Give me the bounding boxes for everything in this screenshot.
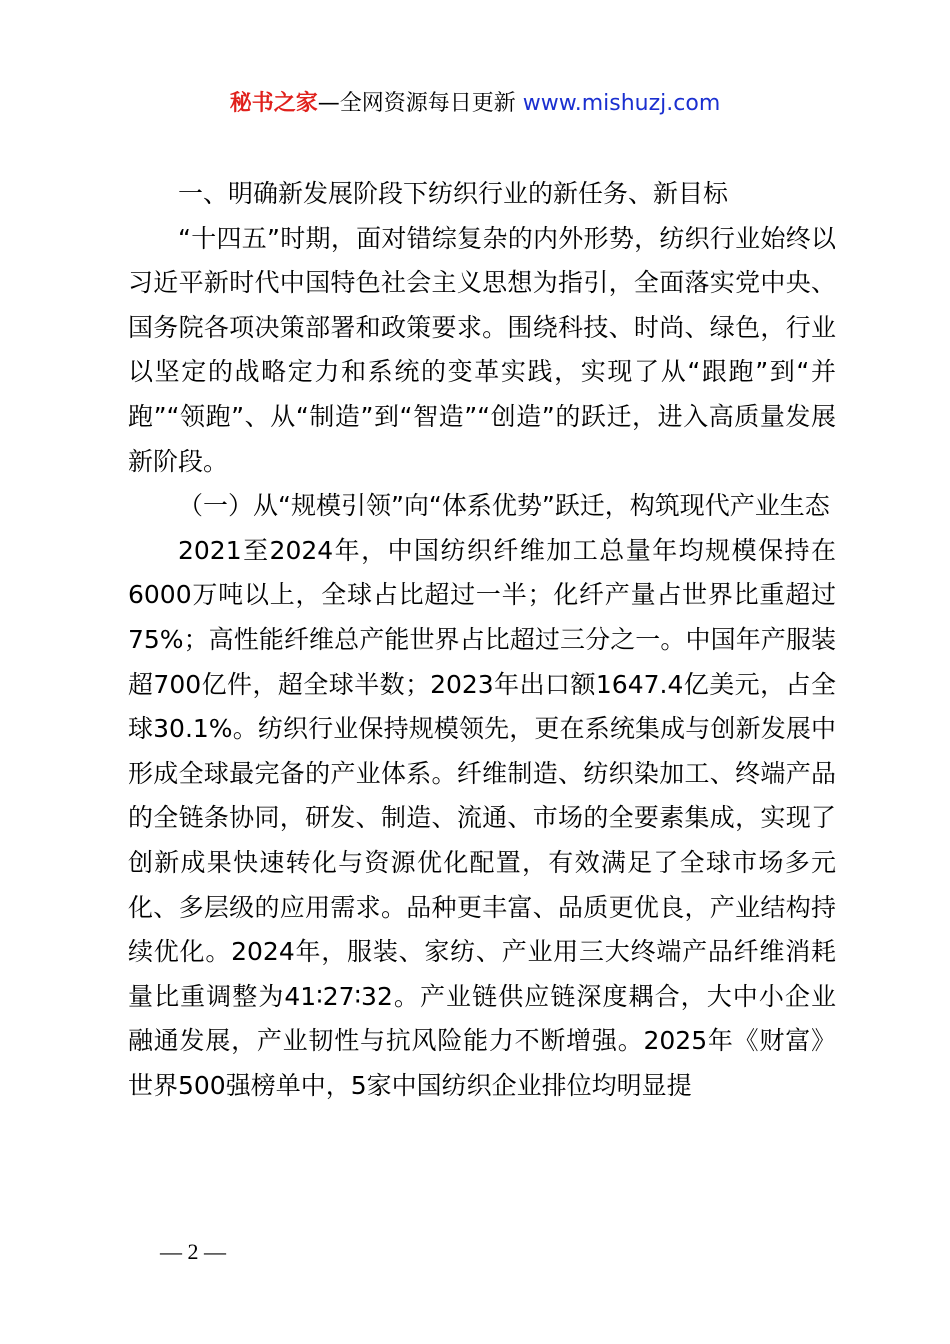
subsection-heading: （一）从“规模引领”向“体系优势”跃迁，构筑现代产业生态 [178, 491, 830, 521]
document-body [128, 172, 836, 1108]
body-paragraph: “十四五”时期，面对错综复杂的内外形势，纺织行业始终以习近平新时代中国特色社会主义思想为指引，全面落实党中央、国务院各项决策部署和政策要求。围绕科技、时尚、绿色，行业以坚定的战略定力和系统的变革实践，实现了从“跟跑”到“并跑”“领跑”、从“制造”到“智造”“创造”的跃迁，进入高质量发展新阶段。 [128, 223, 836, 476]
body-paragraph: 2021至2024年，中国纺织纤维加工总量年均规模保持在6000万吨以上，全球占比超过一半；化纤产量占世界比重超过75%；高性能纤维总产能世界占比超过三分之一。中国年产服装超700亿件，超全球半数；2023年出口额1647.4亿美元，占全球30.1%。纺织行业保持规模领先，更在系统集成与创新发展中形成全球最完备的产业体系。纤维制造、纺织染加工、终端产品的全链条协同，研发、制造、流通、市场的全要素集成，实现了创新成果快速转化与资源优化配置，有效满足了全球市场多元化、多层级的应用需求。品种更丰富、品质更优良，产业结构持续优化。2024年，服装、家纺、产业用三大终端产品纤维消耗量比重调整为41∶27∶32。产业链供应链深度耦合，大中小企业融通发展，产业韧性与抗风险能力不断增强。2025年《财富》世界500强榜单中，5家中国纺织企业排位均明显提 [128, 535, 836, 1100]
page-number: — 2 — [160, 1239, 226, 1264]
brand-name: 秘书之家 [229, 91, 318, 116]
site-banner [0, 86, 950, 122]
site-url-link[interactable]: www.mishuzj.com [522, 91, 721, 116]
section-heading: 一、明确新发展阶段下纺织行业的新任务、新目标 [178, 179, 729, 208]
banner-tagline: —全网资源每日更新 [317, 91, 523, 116]
